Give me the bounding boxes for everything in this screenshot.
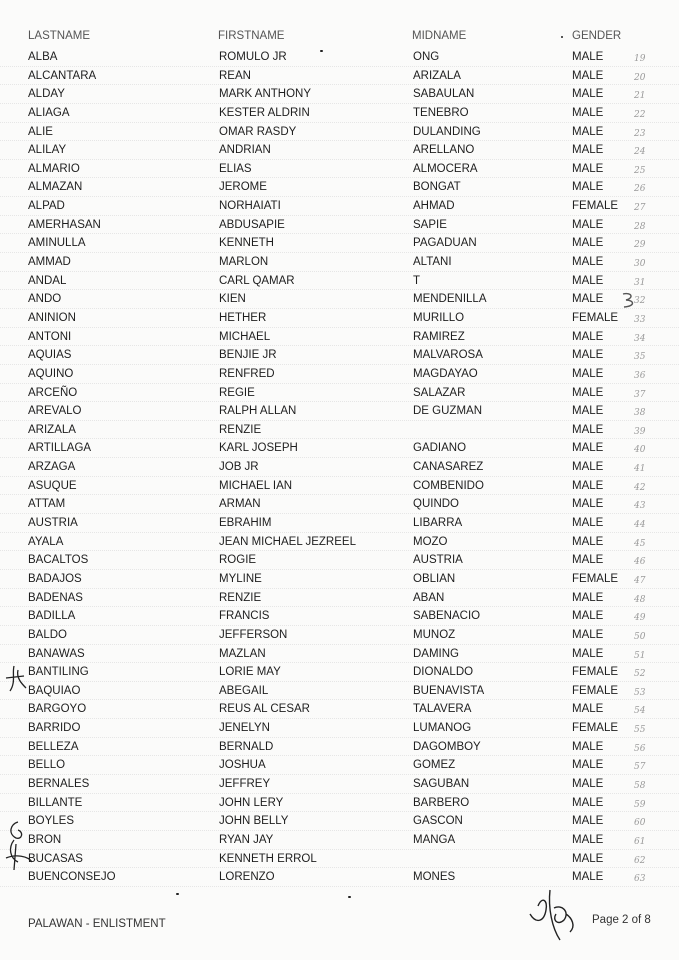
table-row	[0, 48, 679, 67]
cell-firstname: REAN	[219, 69, 251, 82]
cell-gender: MALE	[572, 237, 604, 250]
handwritten-mark-icon	[2, 664, 30, 694]
table-row	[0, 589, 679, 608]
cell-firstname: JENELYN	[219, 722, 270, 735]
cell-firstname: ELIAS	[219, 162, 252, 175]
cell-lastname: ARTILLAGA	[28, 442, 92, 455]
handwritten-number: 39	[634, 426, 646, 437]
cell-gender: MALE	[572, 517, 604, 530]
cell-gender: MALE	[572, 88, 604, 101]
handwritten-number: 29	[634, 240, 646, 251]
cell-gender: MALE	[572, 610, 604, 623]
cell-gender: MALE	[572, 815, 604, 828]
handwritten-number: 42	[634, 482, 646, 493]
table-row	[0, 346, 679, 365]
cell-gender: MALE	[572, 833, 604, 846]
cell-firstname: JEFFREY	[219, 777, 271, 790]
cell-firstname: MARK ANTHONY	[219, 88, 312, 101]
table-row	[0, 719, 679, 738]
handwritten-number: 21	[634, 91, 646, 102]
cell-lastname: BELLEZA	[28, 740, 79, 753]
table-row	[0, 570, 679, 589]
cell-midname: SABENACIO	[413, 610, 481, 623]
cell-firstname: JEROME	[219, 181, 267, 194]
table-row	[0, 794, 679, 813]
cell-firstname: MICHAEL	[219, 330, 271, 343]
cell-midname: DE GUZMAN	[413, 405, 482, 418]
cell-midname: MALVAROSA	[413, 349, 483, 362]
table-row	[0, 495, 679, 514]
table-row	[0, 756, 679, 775]
handwritten-number: 36	[634, 370, 646, 381]
cell-gender: MALE	[572, 498, 604, 511]
cell-firstname: MAZLAN	[219, 647, 266, 660]
table-row	[0, 831, 679, 850]
header-lastname: LASTNAME	[28, 30, 90, 42]
footer-signature-icon	[526, 884, 586, 948]
cell-firstname: MARLON	[219, 256, 269, 269]
handwritten-signature-icon	[2, 818, 36, 874]
handwritten-number: 53	[634, 687, 646, 698]
handwritten-number: 31	[634, 277, 646, 288]
table-row	[0, 458, 679, 477]
cell-gender: MALE	[572, 535, 604, 548]
table-row	[0, 402, 679, 421]
table-row	[0, 439, 679, 458]
cell-lastname: BOYLES	[28, 815, 75, 828]
cell-firstname: MICHAEL IAN	[219, 479, 293, 492]
cell-firstname: REUS AL CESAR	[219, 703, 310, 716]
handwritten-number: 59	[634, 799, 646, 810]
cell-gender: MALE	[572, 293, 604, 306]
scan-speck	[176, 893, 179, 895]
cell-midname: DIONALDO	[413, 666, 474, 679]
handwritten-number: 35	[634, 352, 646, 363]
cell-lastname: BALDO	[28, 628, 67, 641]
cell-firstname: MYLINE	[219, 572, 262, 585]
cell-gender: MALE	[572, 871, 604, 884]
cell-firstname: LORIE MAY	[219, 666, 281, 679]
cell-lastname: BANTILING	[28, 666, 89, 679]
cell-lastname: ANDO	[28, 293, 62, 306]
cell-lastname: AREVALO	[28, 405, 82, 418]
cell-midname: MURILLO	[413, 311, 465, 324]
handwritten-number: 60	[634, 818, 646, 829]
handwritten-number: 49	[634, 613, 646, 624]
scan-speck	[348, 896, 351, 898]
cell-firstname: KENNETH	[219, 237, 274, 250]
header-firstname: FIRSTNAME	[218, 30, 285, 42]
cell-midname: LUMANOG	[413, 722, 472, 735]
cell-lastname: BARRIDO	[28, 722, 81, 735]
cell-gender: MALE	[572, 479, 604, 492]
cell-firstname: JOHN LERY	[219, 796, 284, 809]
page-number: Page 2 of 8	[592, 914, 651, 926]
cell-firstname: RALPH ALLAN	[219, 405, 297, 418]
table-header	[0, 30, 679, 48]
handwritten-number: 33	[634, 314, 646, 325]
table-row	[0, 812, 679, 831]
handwritten-number: 45	[634, 538, 646, 549]
cell-firstname: LORENZO	[219, 871, 275, 884]
cell-firstname: CARL QAMAR	[219, 274, 295, 287]
handwritten-number: 54	[634, 706, 646, 717]
cell-midname: GOMEZ	[413, 759, 456, 772]
cell-lastname: ANTONI	[28, 330, 72, 343]
cell-gender: MALE	[572, 554, 604, 567]
cell-firstname: JEAN MICHAEL JEZREEL	[219, 535, 356, 548]
cell-midname: ALMOCERA	[413, 162, 478, 175]
cell-gender: MALE	[572, 367, 604, 380]
cell-midname: TALAVERA	[413, 703, 472, 716]
table-row	[0, 533, 679, 552]
handwritten-number: 23	[634, 128, 646, 139]
table-row	[0, 775, 679, 794]
cell-firstname: KENNETH ERROL	[219, 852, 317, 865]
table-row	[0, 328, 679, 347]
cell-midname: BONGAT	[413, 181, 461, 194]
table-row	[0, 290, 679, 309]
cell-gender: MALE	[572, 591, 604, 604]
handwritten-number: 47	[634, 575, 646, 586]
cell-lastname: ALMARIO	[28, 162, 80, 175]
cell-gender: MALE	[572, 759, 604, 772]
cell-firstname: RENZIE	[219, 423, 262, 436]
cell-firstname: HETHER	[219, 311, 267, 324]
cell-lastname: AMERHASAN	[28, 218, 101, 231]
footer-title: PALAWAN - ENLISTMENT	[28, 918, 166, 930]
cell-midname: LIBARRA	[413, 517, 463, 530]
table-row	[0, 365, 679, 384]
cell-gender: FEMALE	[572, 666, 619, 679]
cell-lastname: AQUINO	[28, 367, 74, 380]
header-gender: GENDER	[572, 30, 622, 42]
cell-lastname: BADILLA	[28, 610, 76, 623]
handwritten-number: 38	[634, 408, 646, 419]
cell-firstname: REGIE	[219, 386, 255, 399]
table-row	[0, 253, 679, 272]
cell-firstname: BERNALD	[219, 740, 274, 753]
cell-gender: MALE	[572, 274, 604, 287]
handwritten-number: 28	[634, 221, 646, 232]
cell-gender: MALE	[572, 628, 604, 641]
cell-lastname: AYALA	[28, 535, 64, 548]
cell-gender: MALE	[572, 777, 604, 790]
cell-lastname: ALILAY	[28, 144, 67, 157]
cell-firstname: BENJIE JR	[219, 349, 277, 362]
handwritten-number: 57	[634, 762, 646, 773]
cell-midname: PAGADUAN	[413, 237, 477, 250]
cell-lastname: BARGOYO	[28, 703, 87, 716]
table-row	[0, 123, 679, 142]
cell-lastname: AMMAD	[28, 256, 71, 269]
cell-midname: T	[413, 274, 421, 287]
cell-gender: MALE	[572, 162, 604, 175]
handwritten-number: 63	[634, 874, 646, 885]
cell-midname: DAGOMBOY	[413, 740, 481, 753]
cell-firstname: KIEN	[219, 293, 246, 306]
cell-gender: MALE	[572, 69, 604, 82]
cell-midname: MUNOZ	[413, 628, 456, 641]
table-row	[0, 384, 679, 403]
cell-firstname: RENFRED	[219, 367, 275, 380]
handwritten-number: 61	[634, 836, 646, 847]
cell-lastname: AUSTRIA	[28, 517, 78, 530]
cell-midname: QUINDO	[413, 498, 459, 511]
cell-firstname: ANDRIAN	[219, 144, 271, 157]
cell-gender: MALE	[572, 386, 604, 399]
cell-gender: MALE	[572, 852, 604, 865]
cell-midname: MAGDAYAO	[413, 367, 478, 380]
cell-lastname: ALMAZAN	[28, 181, 83, 194]
cell-lastname: ALIAGA	[28, 106, 70, 119]
table-row	[0, 607, 679, 626]
cell-midname: CANASAREZ	[413, 461, 484, 474]
handwritten-number: 43	[634, 501, 646, 512]
handwritten-number: 24	[634, 147, 646, 158]
cell-firstname: KARL JOSEPH	[219, 442, 298, 455]
cell-firstname: ARMAN	[219, 498, 261, 511]
cell-gender: MALE	[572, 647, 604, 660]
cell-midname: DULANDING	[413, 125, 481, 138]
table-row	[0, 160, 679, 179]
header-midname: MIDNAME	[412, 30, 467, 42]
cell-midname: GASCON	[413, 815, 463, 828]
cell-firstname: OMAR RASDY	[219, 125, 297, 138]
table-row	[0, 682, 679, 701]
cell-lastname: ALPAD	[28, 200, 65, 213]
scribble-mark-icon	[620, 290, 638, 310]
cell-midname: OBLIAN	[413, 572, 456, 585]
cell-gender: FEMALE	[572, 200, 619, 213]
cell-midname: SAPIE	[413, 218, 447, 231]
cell-firstname: FRANCIS	[219, 610, 270, 623]
cell-firstname: JOB JR	[219, 461, 259, 474]
cell-gender: MALE	[572, 461, 604, 474]
cell-gender: MALE	[572, 330, 604, 343]
table-row	[0, 272, 679, 291]
handwritten-number: 46	[634, 557, 646, 568]
cell-lastname: ALIE	[28, 125, 53, 138]
cell-gender: MALE	[572, 796, 604, 809]
cell-lastname: BILLANTE	[28, 796, 83, 809]
cell-lastname: ARCEÑO	[28, 386, 78, 399]
cell-firstname: ROMULO JR	[219, 51, 287, 63]
cell-midname: MONES	[413, 871, 456, 884]
cell-gender: MALE	[572, 218, 604, 231]
cell-lastname: ASUQUE	[28, 479, 77, 492]
cell-midname: SAGUBAN	[413, 777, 470, 790]
cell-midname: RAMIREZ	[413, 330, 465, 343]
cell-lastname: ATTAM	[28, 498, 66, 511]
scan-speck	[320, 50, 323, 52]
cell-firstname: ROGIE	[219, 554, 257, 567]
table-row	[0, 477, 679, 496]
cell-gender: FEMALE	[572, 311, 619, 324]
cell-lastname: ALDAY	[28, 88, 65, 101]
cell-lastname: ALBA	[28, 51, 58, 63]
cell-gender: MALE	[572, 740, 604, 753]
table-row	[0, 850, 679, 869]
cell-gender: MALE	[572, 144, 604, 157]
cell-midname: ONG	[413, 51, 440, 63]
table-row	[0, 645, 679, 664]
table-row	[0, 234, 679, 253]
handwritten-number: 48	[634, 594, 646, 605]
cell-firstname: ABDUSAPIE	[219, 218, 285, 231]
handwritten-number: 40	[634, 445, 646, 456]
cell-gender: MALE	[572, 256, 604, 269]
cell-lastname: ARZAGA	[28, 461, 76, 474]
handwritten-number: 19	[634, 54, 646, 64]
cell-lastname: BADENAS	[28, 591, 83, 604]
cell-gender: MALE	[572, 106, 604, 119]
cell-midname: SALAZAR	[413, 386, 466, 399]
cell-firstname: RYAN JAY	[219, 833, 274, 846]
table-row	[0, 197, 679, 216]
cell-lastname: BUCASAS	[28, 852, 83, 865]
cell-midname: ARELLANO	[413, 144, 475, 157]
table-row	[0, 141, 679, 160]
cell-midname: ARIZALA	[413, 69, 461, 82]
cell-lastname: ANINION	[28, 311, 76, 324]
cell-lastname: BUENCONSEJO	[28, 871, 116, 884]
cell-firstname: JOSHUA	[219, 759, 266, 772]
cell-midname: MOZO	[413, 535, 448, 548]
cell-gender: MALE	[572, 181, 604, 194]
cell-lastname: BERNALES	[28, 777, 90, 790]
cell-lastname: BAQUIAO	[28, 684, 81, 697]
handwritten-number: 58	[634, 780, 646, 791]
cell-firstname: JOHN BELLY	[219, 815, 289, 828]
table-row	[0, 178, 679, 197]
table-row	[0, 738, 679, 757]
cell-firstname: KESTER ALDRIN	[219, 106, 310, 119]
cell-lastname: ALCANTARA	[28, 69, 97, 82]
cell-midname: TENEBRO	[413, 106, 469, 119]
cell-gender: FEMALE	[572, 722, 619, 735]
cell-midname: DAMING	[413, 647, 459, 660]
cell-lastname: BELLO	[28, 759, 66, 772]
cell-lastname: BACALTOS	[28, 554, 89, 567]
cell-midname: ABAN	[413, 591, 445, 604]
cell-firstname: ABEGAIL	[219, 684, 269, 697]
cell-midname: BUENAVISTA	[413, 684, 485, 697]
cell-firstname: JEFFERSON	[219, 628, 288, 641]
cell-gender: MALE	[572, 703, 604, 716]
cell-firstname: NORHAIATI	[219, 200, 281, 213]
handwritten-number: 30	[634, 259, 646, 270]
roster-table	[0, 48, 679, 887]
cell-gender: MALE	[572, 405, 604, 418]
handwritten-number: 37	[634, 389, 646, 400]
table-row	[0, 663, 679, 682]
cell-midname: ALTANI	[413, 256, 452, 269]
cell-lastname: AMINULLA	[28, 237, 86, 250]
cell-midname: MANGA	[413, 833, 456, 846]
cell-lastname: ARIZALA	[28, 423, 76, 436]
cell-firstname: EBRAHIM	[219, 517, 272, 530]
cell-midname: AUSTRIA	[413, 554, 463, 567]
cell-midname: AHMAD	[413, 200, 455, 213]
handwritten-number: 51	[634, 650, 646, 661]
cell-lastname: BANAWAS	[28, 647, 85, 660]
cell-gender: MALE	[572, 125, 604, 138]
cell-gender: MALE	[572, 349, 604, 362]
cell-gender: MALE	[572, 442, 604, 455]
handwritten-number: 56	[634, 743, 646, 754]
handwritten-number: 27	[634, 203, 646, 214]
cell-midname: BARBERO	[413, 796, 470, 809]
handwritten-number: 55	[634, 725, 646, 736]
cell-lastname: BADAJOS	[28, 572, 82, 585]
cell-firstname: RENZIE	[219, 591, 262, 604]
cell-gender: MALE	[572, 51, 604, 63]
handwritten-number: 32	[634, 296, 646, 307]
handwritten-number: 50	[634, 631, 646, 642]
handwritten-number: 44	[634, 520, 646, 531]
table-row	[0, 216, 679, 235]
table-row	[0, 421, 679, 440]
handwritten-number: 22	[634, 109, 646, 120]
cell-lastname: BRON	[28, 833, 62, 846]
cell-midname: SABAULAN	[413, 88, 475, 101]
cell-lastname: ANDAL	[28, 274, 67, 287]
cell-gender: FEMALE	[572, 572, 619, 585]
scan-speck	[561, 36, 563, 38]
table-row	[0, 85, 679, 104]
handwritten-number: 25	[634, 165, 646, 176]
cell-midname: COMBENIDO	[413, 479, 484, 492]
table-row	[0, 309, 679, 328]
table-row	[0, 700, 679, 719]
cell-gender: FEMALE	[572, 684, 619, 697]
cell-gender: MALE	[572, 423, 604, 436]
handwritten-number: 41	[634, 464, 646, 475]
handwritten-number: 52	[634, 669, 646, 680]
table-row	[0, 551, 679, 570]
cell-midname: GADIANO	[413, 442, 467, 455]
table-row	[0, 626, 679, 645]
handwritten-number: 26	[634, 184, 646, 195]
table-row	[0, 104, 679, 123]
handwritten-number: 62	[634, 855, 646, 866]
handwritten-number: 20	[634, 72, 646, 83]
table-row	[0, 67, 679, 86]
table-row	[0, 514, 679, 533]
cell-midname: MENDENILLA	[413, 293, 487, 306]
handwritten-number: 34	[634, 333, 646, 344]
cell-lastname: AQUIAS	[28, 349, 72, 362]
